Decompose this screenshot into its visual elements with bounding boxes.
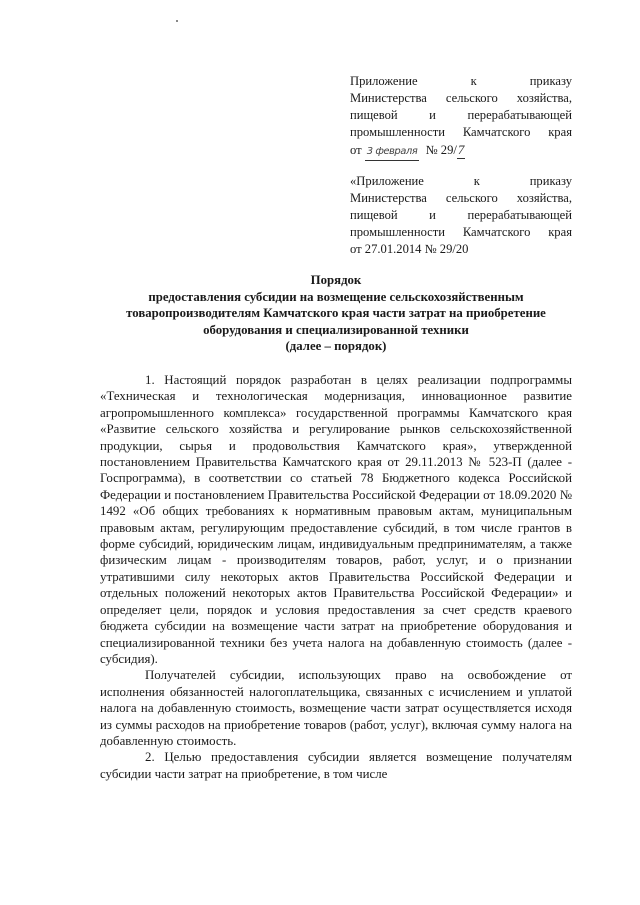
title-line: предоставления субсидии на возмещение сельскохозяйственным <box>148 289 524 304</box>
number-prefix: № 29/ <box>425 143 457 157</box>
appendix-line: от 27.01.2014 № 29/20 <box>350 242 469 256</box>
appendix-line: Министерства сельского хозяйства, <box>350 191 572 205</box>
title-line: (далее – порядок) <box>285 339 387 353</box>
document-body <box>100 372 572 782</box>
handwritten-date: 3 февраля <box>365 143 420 161</box>
appendix-block-current <box>350 73 572 161</box>
appendix-line: пищевой и перерабатывающей <box>350 208 572 222</box>
paragraph-1: 1. Настоящий порядок разработан в целях реализации подпрограммы «Техническая и технологическая модернизация, инновационное развитие агропромышленного комплекса» государственной программы Камчатского края «Развитие сельского хозяйства и регулирование рынков сельскохозяйственной продукции, сырья и продовольствия Камчатского края», утвержденной постановлением Правительства Камчатского края от 29.11.2013 № 523-П (далее - Госпрограмма), в соответствии со статьей 78 Бюджетного кодекса Российской Федерации и постановлением Правительства Российской Федерации от 18.09.2020 № 1492 «Об общих требованиях к нормативным правовым актам, муниципальным правовым актам, регулирующим предоставление субсидий, в том числе грантов в форме субсидий, юридическим лицам, индивидуальным предпринимателям, а также физическим лицам - производителям товаров, работ, услуг, и о признании утратившими силу некоторых актов Правительства Российской Федерации и отдельных положений некоторых актов Правительства Российской Федерации» и определяет цели, порядок и условия предоставления за счет средств краевого бюджета субсидии на возмещение части затрат на приобретение оборудования и специализированной техники без учета налога на добавленную стоимость (далее - субсидия). <box>100 373 572 666</box>
title-line: товаропроизводителям Камчатского края части затрат на приобретение <box>126 306 546 320</box>
appendix-line: промышленности Камчатского края <box>350 125 572 139</box>
appendix-line: Министерства сельского хозяйства, <box>350 91 572 105</box>
appendix-line: пищевой и перерабатывающей <box>350 108 572 122</box>
paragraph-1-continued: Получателей субсидии, использующих право на освобождение от исполнения обязанностей налогоплательщика, связанных с исчислением и уплатой налога на добавленную стоимость, возмещение части затрат осуществляется исходя из суммы расходов на приобретение товаров (работ, услуг), включая сумму налога на добавленную стоимость. <box>100 668 572 748</box>
appendix-line: Приложение к приказу <box>350 74 572 88</box>
title-heading: Порядок <box>310 273 362 287</box>
appendix-line: промышленности Камчатского края <box>350 225 572 239</box>
title-line: оборудования и специализированной техники <box>203 322 469 337</box>
paragraph-2: 2. Целью предоставления субсидии является возмещение получателям субсидии части затрат на приобретение, в том числе <box>100 750 572 781</box>
handwritten-number: 7 <box>457 142 465 157</box>
appendix-block-previous <box>350 173 572 258</box>
scan-speck <box>176 20 178 22</box>
date-prefix: от <box>350 143 362 157</box>
appendix-date-line <box>350 141 572 161</box>
document-title <box>100 272 572 355</box>
appendix-line: «Приложение к приказу <box>350 174 572 188</box>
